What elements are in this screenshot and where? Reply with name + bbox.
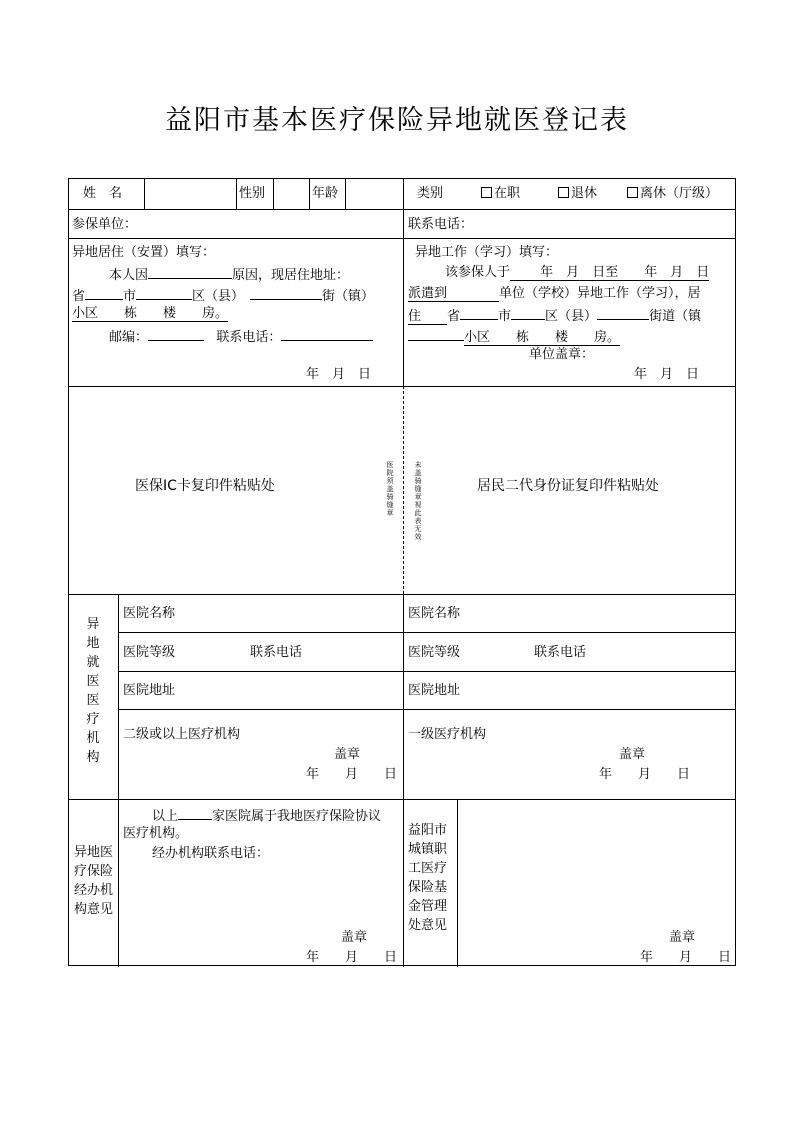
col-divider: [273, 179, 274, 209]
row-divider: [69, 386, 735, 387]
contact-phone-label: 联系电话：: [408, 217, 474, 232]
hospital-phone-label: 联系电话: [534, 645, 587, 660]
work-line2: 派遣到 单位（学校）异地工作（学习），居: [408, 286, 701, 301]
agency-contact-phone: 经办机构联系电话：: [152, 846, 270, 861]
checkbox-retired-cadre[interactable]: 离休（厅级）: [627, 186, 718, 202]
hospital-address-label: 医院地址: [123, 683, 176, 698]
hospital-section-label: 异地就医医疗机构: [86, 617, 100, 765]
residence-line1: 本人因 原因，现居住地址：: [109, 265, 349, 284]
checkbox-icon: [558, 187, 569, 198]
col-divider: [236, 179, 237, 209]
col-divider: [309, 179, 310, 209]
work-line3: 住 省 市 区（县） 街道（镇: [408, 306, 735, 325]
col-divider: [345, 179, 346, 209]
hospital-address-label: 医院地址: [408, 683, 461, 698]
hospital-date: 年 月 日: [599, 767, 691, 782]
row-divider: [69, 238, 735, 239]
row-divider: [118, 709, 735, 710]
registration-form: [68, 178, 736, 966]
col-divider: [457, 799, 458, 967]
agency-line2: 医疗机构。: [123, 826, 189, 841]
hospital-level-label: 医院等级: [123, 645, 176, 660]
work-date: 年 月 日: [634, 367, 700, 382]
id-card-paste-label: 居民二代身份证复印件粘贴处: [477, 478, 659, 494]
checkbox-retired[interactable]: 退休: [558, 186, 597, 202]
age-label: 年龄: [312, 186, 339, 201]
name-label: 姓 名: [83, 186, 123, 201]
yiyang-date: 年 月 日: [640, 950, 732, 965]
col-divider: [144, 179, 145, 209]
residence-header: 异地居住（安置）填写：: [72, 245, 216, 260]
yiyang-seal: 盖章: [669, 930, 696, 945]
row-divider: [69, 209, 735, 210]
dashed-divider: [403, 386, 404, 594]
work-line1: 该参保人于 年 月 日至 年 月 日: [445, 265, 710, 280]
insured-unit-label: 参保单位：: [72, 217, 138, 232]
checkbox-icon: [481, 187, 492, 198]
hospital-phone-label: 联系电话: [250, 645, 303, 660]
row-divider: [118, 632, 735, 633]
hospital-seal: 盖章: [619, 747, 646, 762]
checkbox-employed[interactable]: 在职: [481, 186, 520, 202]
hospital-name-label: 医院名称: [408, 606, 461, 621]
work-line4: 小区 栋 楼 房。: [408, 327, 620, 346]
row-divider: [118, 671, 735, 672]
residence-date: 年 月 日: [306, 367, 372, 382]
seam-seal-note: 医院须盖骑缝章: [386, 461, 394, 517]
work-seal: 单位盖章：: [529, 347, 595, 362]
residence-postcode-line: 邮编： 联系电话：: [109, 327, 373, 346]
yiyang-opinion-label: 益阳市城镇职工医疗保险基金管理处意见: [408, 823, 448, 933]
category-label: 类别: [417, 186, 444, 201]
seam-seal-warning: 未盖骑缝章视此表无效: [414, 461, 422, 541]
secondary-hospital-label: 二级或以上医疗机构: [123, 727, 241, 742]
agency-line1: 以上 家医院属于我地医疗保险协议: [152, 806, 381, 825]
col-divider: [403, 594, 404, 967]
checkbox-icon: [627, 187, 638, 198]
hospital-name-label: 医院名称: [123, 606, 176, 621]
row-divider: [69, 594, 735, 595]
hospital-seal: 盖章: [334, 747, 361, 762]
hospital-date: 年 月 日: [306, 767, 398, 782]
row-divider: [69, 799, 735, 800]
ic-card-paste-label: 医保IC卡复印件粘贴处: [135, 478, 275, 494]
gender-label: 性别: [239, 186, 266, 201]
hospital-level-label: 医院等级: [408, 645, 461, 660]
page-title: 益阳市基本医疗保险异地就医登记表: [165, 105, 629, 136]
residence-address-line: 省 市 区（县） 街（镇）: [72, 286, 374, 305]
primary-hospital-label: 一级医疗机构: [408, 727, 487, 742]
work-header: 异地工作（学习）填写：: [415, 245, 559, 260]
col-divider: [403, 179, 404, 386]
agency-opinion-label: 异地医疗保险经办机构意见: [73, 845, 113, 917]
col-divider: [118, 594, 119, 967]
residence-community-line: 小区 栋 楼 房。: [72, 306, 229, 321]
agency-date: 年 月 日: [306, 950, 398, 965]
agency-seal: 盖章: [341, 930, 368, 945]
